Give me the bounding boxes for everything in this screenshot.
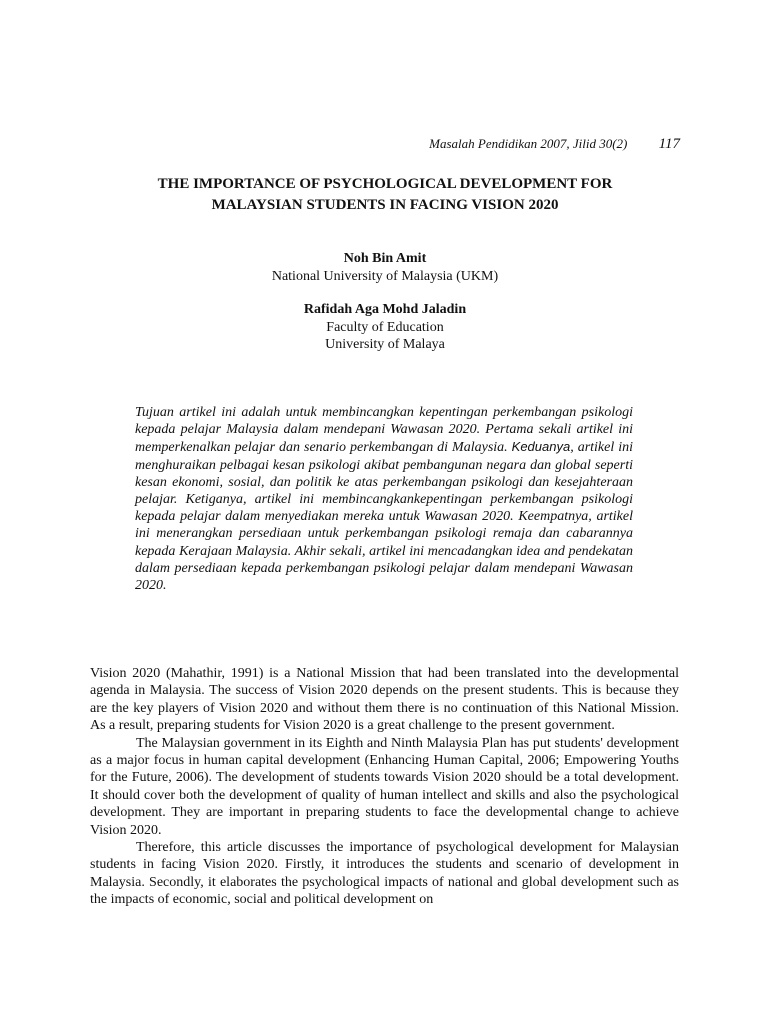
author-affiliation: University of Malaya	[325, 337, 445, 352]
title-line-1: THE IMPORTANCE OF PSYCHOLOGICAL DEVELOPMENT FOR	[157, 176, 613, 192]
running-header	[90, 136, 680, 153]
abstract-text-part-1: Tujuan artikel ini adalah untuk membincangkan kepentingan perkembangan psikologi kepada pelajar Malaysia dalam mendepani Wawasan 2020. Pertama sekali artikel ini memperkenalkan pelajar dan senario perkembangan di Malaysia.	[135, 405, 633, 456]
page-number: 117	[658, 136, 680, 152]
journal-citation: Masalah Pendidikan 2007, Jilid 30(2)	[429, 136, 628, 151]
author-block-2	[90, 301, 680, 354]
abstract-keduanya: Keduanya	[511, 439, 571, 455]
author-affiliation: National University of Malaysia (UKM)	[271, 268, 499, 284]
abstract	[135, 404, 633, 594]
paper-title	[90, 174, 680, 216]
title-line-2: MALAYSIAN STUDENTS IN FACING VISION 2020	[211, 197, 559, 213]
body-paragraph-3: Therefore, this article discusses the importance of psychological development for Malaysian students in facing Vision 2020. Firstly, it introduces the students and scenario of development in Malaysia. Secondly, it elaborates the psychological impacts of national and global development such as the impacts of economic, social and political development on	[90, 840, 679, 908]
body-text	[90, 665, 679, 909]
abstract-text-part-2: , artikel ini menghuraikan pelbagai kesan psikologi akibat pembangunan negara dan global seperti kesan ekonomi, sosial, dan politik ke atas perkembangan psikologi dan kesejahteraan pelajar. Ketiganya, artikel ini membincangkankepentingan perkembangan psikologi kepada pelajar dalam menyediakan mereka untuk Wawasan 2020. Keempatnya, artikel ini menerangkan persediaan untuk perkembangan psikologi remaja dan cabarannya kepada Kerajaan Malaysia. Akhir sekali, artikel ini mencadangkan idea and pendekatan dalam persediaan kepada perkembangan psikologi pelajar dalam mendepani Wawasan 2020.	[135, 440, 634, 594]
author-block-1	[90, 250, 680, 285]
author-affiliation: Faculty of Education	[326, 319, 444, 335]
author-name: Rafidah Aga Mohd Jaladin	[303, 302, 467, 317]
author-name: Noh Bin Amit	[343, 251, 427, 266]
body-paragraph-1: Vision 2020 (Mahathir, 1991) is a National Mission that had been translated into the developmental agenda in Malaysia. The success of Vision 2020 depends on the present students. This is because they are the key players of Vision 2020 and without them there is no continuation of this National Mission. As a result, preparing students for Vision 2020 is a great challenge to the present government.	[90, 666, 679, 734]
body-paragraph-2: The Malaysian government in its Eighth and Ninth Malaysia Plan has put students' development as a major focus in human capital development (Enhancing Human Capital, 2006; Empowering Youths for the Future, 2006). The development of students towards Vision 2020 should be a total development. It should cover both the development of quality of human intellect and skills and also the psychological development. They are important in preparing students to face the developmental change to achieve Vision 2020.	[90, 735, 679, 838]
